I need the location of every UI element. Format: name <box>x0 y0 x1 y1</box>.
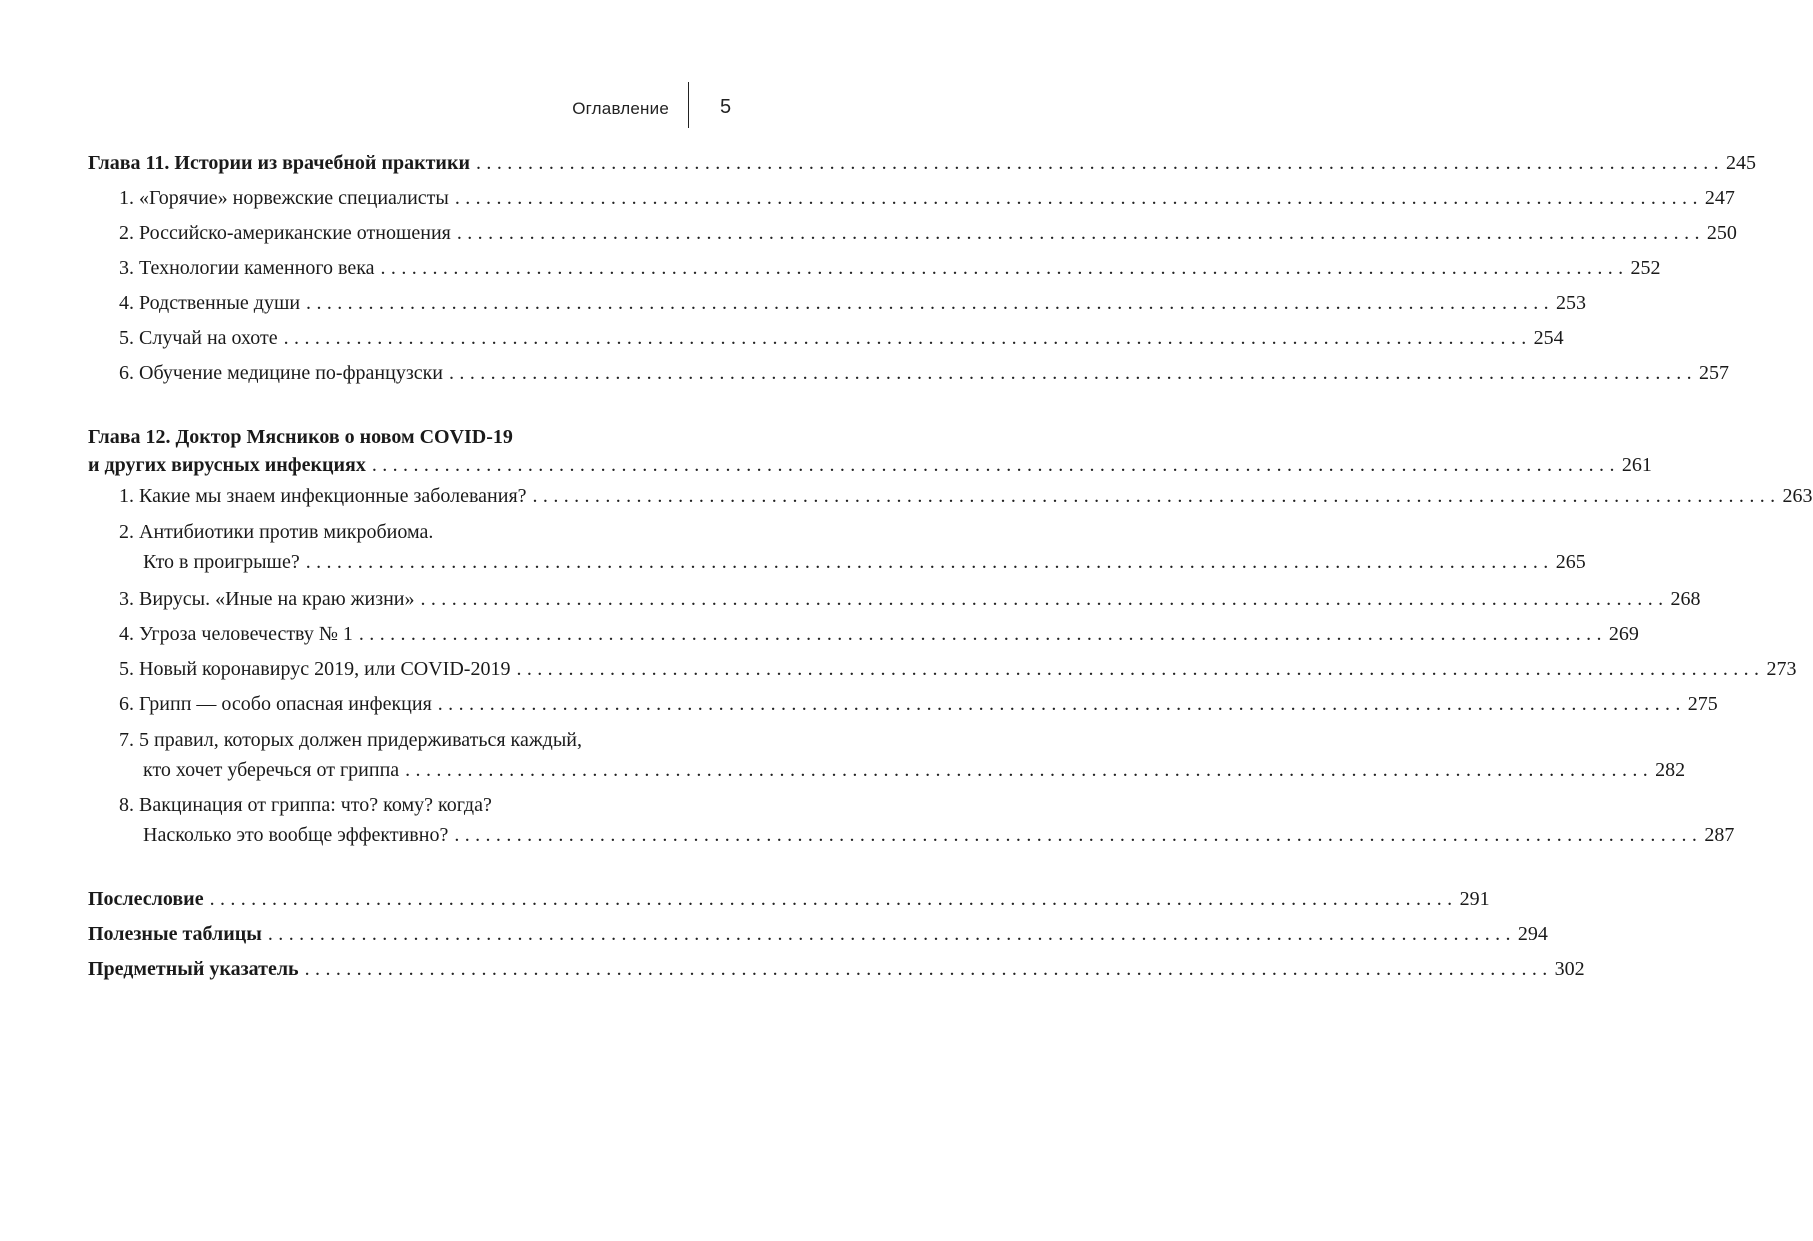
toc-leader-dots: ........................................................................................................................ <box>420 588 1669 610</box>
page-number: 5 <box>720 96 732 118</box>
toc-section-title-line2: кто хочет уберечься от гриппа <box>143 759 400 781</box>
toc-page-number: 265 <box>1555 551 1586 573</box>
toc-backmatter-entry[interactable] <box>88 917 1548 952</box>
toc-chapter-title-line1: Глава 12. Доктор Мясников о новом COVID-19 <box>88 426 513 448</box>
toc-section-entry[interactable] <box>88 216 1737 251</box>
toc-page-number: 257 <box>1699 362 1730 384</box>
toc-page-number: 247 <box>1704 187 1735 209</box>
toc-leader-dots: ........................................................................................................................ <box>516 658 1765 680</box>
toc-page-number: 294 <box>1517 923 1548 945</box>
toc-section-entry[interactable] <box>88 517 1586 577</box>
toc-section-title-line1: 2. Антибиотики против микробиома. <box>119 521 434 543</box>
toc-leader-dots: ........................................................................................................................ <box>437 693 1686 715</box>
toc-leader-dots: ........................................................................................................................ <box>380 257 1629 279</box>
toc-backmatter-entry[interactable] <box>88 952 1585 987</box>
toc-chapter-heading[interactable] <box>88 146 1757 181</box>
toc-section-entry[interactable] <box>88 582 1701 617</box>
toc-page-number: 268 <box>1670 588 1701 610</box>
toc-backmatter-entry[interactable] <box>88 882 1490 917</box>
toc-backmatter-title: Полезные таблицы <box>88 923 262 945</box>
running-head <box>0 96 845 122</box>
table-of-contents <box>88 146 1813 987</box>
toc-section-title: 3. Вирусы. «Иные на краю жизни» <box>119 588 415 610</box>
toc-page-number: 261 <box>1621 454 1652 476</box>
toc-chapter-title-line2: и других вирусных инфекциях <box>88 454 366 476</box>
running-head-divider <box>688 82 689 128</box>
toc-chapter-heading[interactable] <box>88 423 1652 479</box>
toc-leader-dots: ........................................................................................................................ <box>449 362 1698 384</box>
toc-page-number: 282 <box>1655 759 1686 781</box>
toc-section-entry[interactable] <box>88 790 1735 850</box>
toc-section-entry[interactable] <box>88 251 1661 286</box>
toc-section-title: 5. Случай на охоте <box>119 327 278 349</box>
toc-page-number: 263 <box>1782 485 1813 507</box>
toc-section-title: 1. «Горячие» норвежские специалисты <box>119 187 449 209</box>
toc-back-matter <box>88 882 1585 987</box>
toc-leader-dots: ........................................................................................................................ <box>267 923 1516 945</box>
toc-leader-dots: ........................................................................................................................ <box>454 824 1703 846</box>
toc-section-entry[interactable] <box>88 286 1587 321</box>
toc-leader-dots: ........................................................................................................................ <box>304 958 1553 980</box>
toc-leader-dots: ........................................................................................................................ <box>456 222 1705 244</box>
toc-section-entry[interactable] <box>88 479 1813 514</box>
toc-page-number: 275 <box>1687 693 1718 715</box>
toc-leader-dots: ........................................................................................................................ <box>283 327 1532 349</box>
toc-leader-dots: ........................................................................................................................ <box>371 454 1620 476</box>
toc-leader-dots: ........................................................................................................................ <box>358 623 1607 645</box>
toc-section-title-line1: 8. Вакцинация от гриппа: что? кому? когда? <box>119 794 492 816</box>
toc-section-title-line2: Насколько это вообще эффективно? <box>143 824 449 846</box>
toc-leader-dots: ........................................................................................................................ <box>405 759 1654 781</box>
toc-chapter-title: Глава 11. Истории из врачебной практики <box>88 152 471 174</box>
toc-page-number: 254 <box>1533 327 1564 349</box>
toc-section-title-line1: 7. 5 правил, которых должен придерживаться каждый, <box>119 729 582 751</box>
toc-section-entry[interactable] <box>88 725 1686 785</box>
toc-leader-dots: ........................................................................................................................ <box>209 888 1458 910</box>
toc-page-number: 250 <box>1706 222 1737 244</box>
toc-section-entry[interactable] <box>88 181 1735 216</box>
toc-section-title: 4. Родственные души <box>119 292 301 314</box>
toc-chapter-11 <box>88 146 1757 391</box>
toc-backmatter-title: Послесловие <box>88 888 204 910</box>
toc-section-entry[interactable] <box>88 356 1730 391</box>
toc-page-number: 302 <box>1554 958 1585 980</box>
toc-chapter-12 <box>88 423 1813 850</box>
toc-leader-dots: ........................................................................................................................ <box>532 485 1781 507</box>
toc-section-title: 6. Грипп — особо опасная инфекция <box>119 693 432 715</box>
toc-section-title: 2. Российско-американские отношения <box>119 222 451 244</box>
toc-page-number: 252 <box>1630 257 1661 279</box>
toc-section-entry[interactable] <box>88 617 1639 652</box>
toc-section-title: 1. Какие мы знаем инфекционные заболевания? <box>119 485 527 507</box>
toc-section-entry[interactable] <box>88 687 1718 722</box>
toc-section-title: 4. Угроза человечеству № 1 <box>119 623 353 645</box>
toc-backmatter-title: Предметный указатель <box>88 958 299 980</box>
toc-section-title: 5. Новый коронавирус 2019, или COVID-2019 <box>119 658 511 680</box>
toc-leader-dots: ........................................................................................................................ <box>476 152 1725 174</box>
toc-page-number: 287 <box>1704 824 1735 846</box>
toc-page-number: 291 <box>1459 888 1490 910</box>
toc-page-number: 245 <box>1726 152 1757 174</box>
toc-section-title: 6. Обучение медицине по-французски <box>119 362 444 384</box>
toc-page-number: 253 <box>1556 292 1587 314</box>
toc-page-number: 273 <box>1766 658 1797 680</box>
toc-section-title: 3. Технологии каменного века <box>119 257 375 279</box>
toc-leader-dots: ........................................................................................................................ <box>305 551 1554 573</box>
toc-section-entry[interactable] <box>88 321 1564 356</box>
running-head-title: Оглавление <box>572 99 669 118</box>
toc-leader-dots: ........................................................................................................................ <box>306 292 1555 314</box>
toc-section-title-line2: Кто в проигрыше? <box>143 551 300 573</box>
toc-section-entry[interactable] <box>88 652 1797 687</box>
toc-leader-dots: ........................................................................................................................ <box>454 187 1703 209</box>
toc-page-number: 269 <box>1608 623 1639 645</box>
